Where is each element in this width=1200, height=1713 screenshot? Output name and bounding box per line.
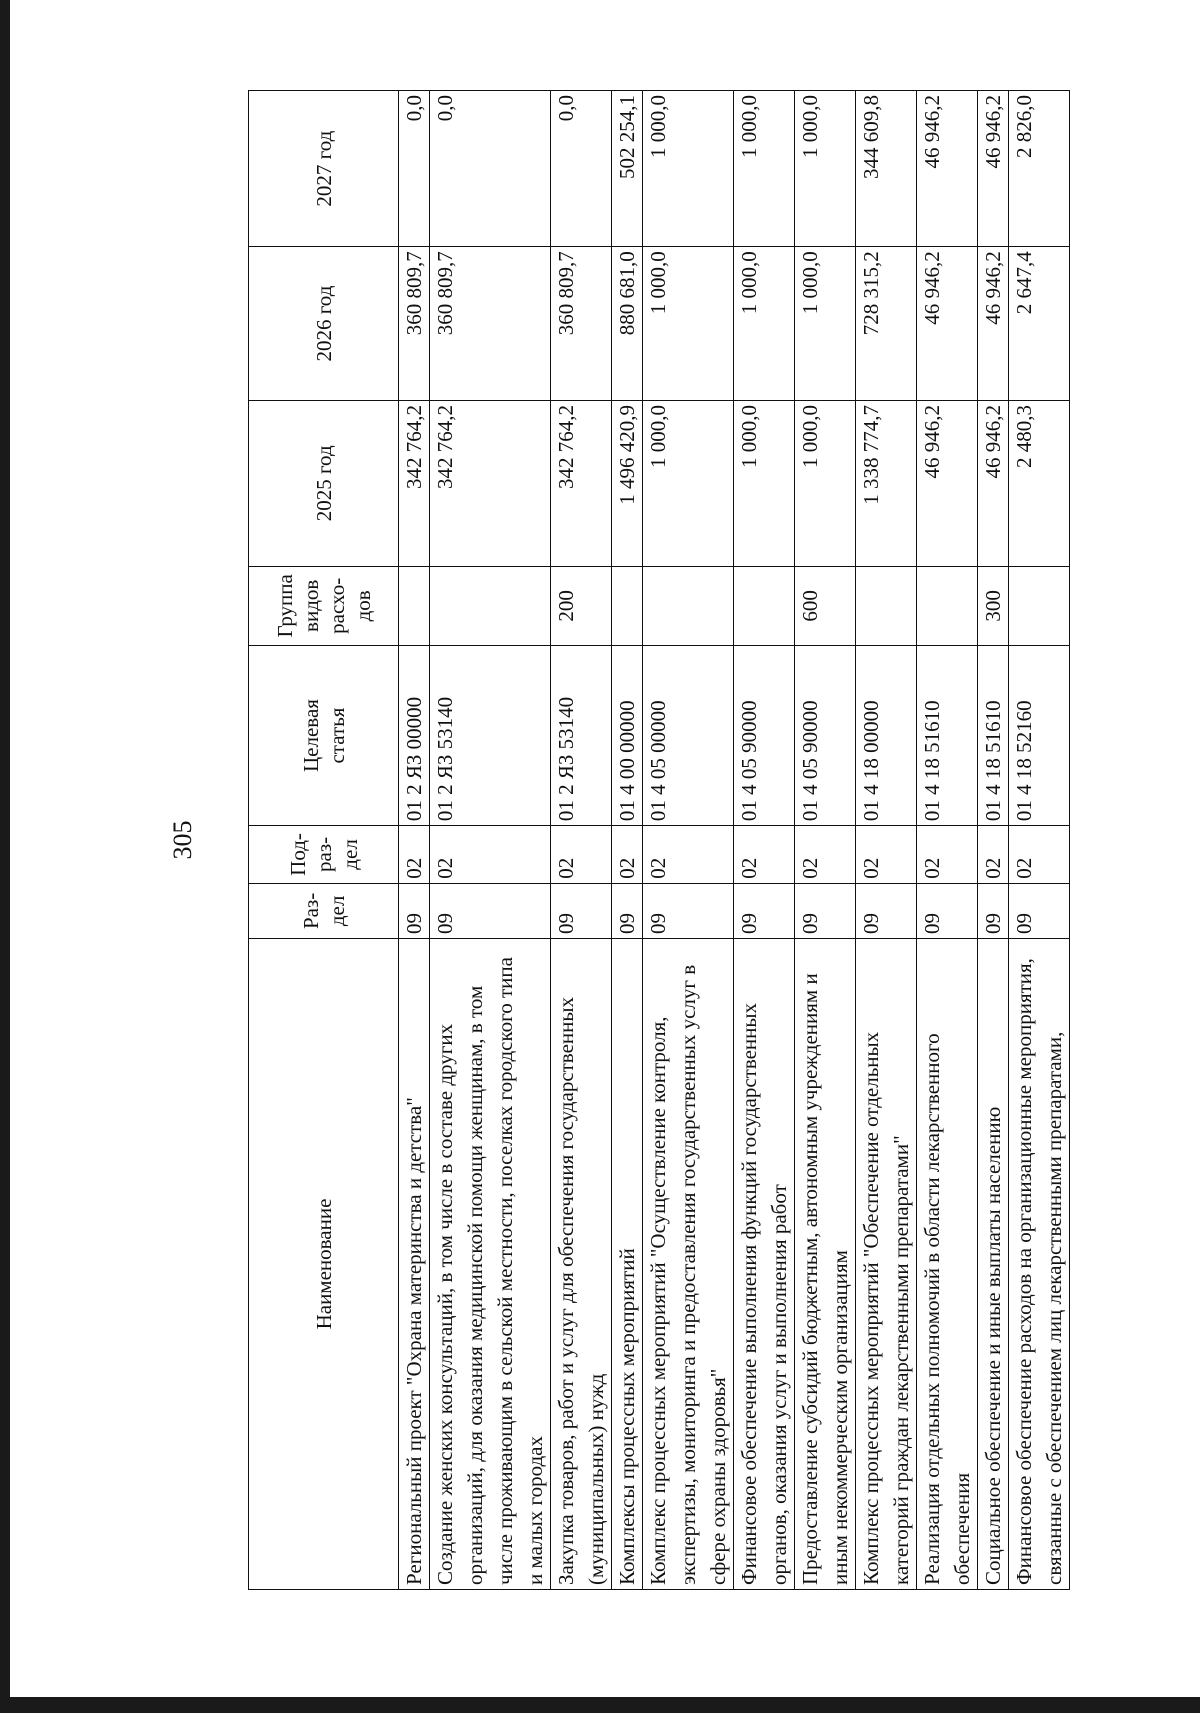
- row-2026: 360 809,7: [430, 247, 551, 401]
- header-section-text: Раз- дел: [298, 892, 349, 930]
- table-row: [978, 91, 1009, 1590]
- header-subsection: [249, 826, 399, 884]
- row-name: Финансовое обеспечение расходов на организационные мероприятия, связанные с обеспечением лиц лекарственными препаратами,: [1009, 939, 1070, 1590]
- row-group: 600: [795, 566, 856, 645]
- header-group: [249, 566, 399, 645]
- row-2027: 46 946,2: [978, 91, 1009, 247]
- header-group-text: Группа видов расхо- дов: [272, 574, 375, 638]
- budget-table: [248, 90, 1070, 1590]
- row-subsection: 02: [612, 826, 643, 884]
- rotated-page-content: [168, 90, 1168, 1590]
- row-subsection: 02: [734, 826, 795, 884]
- row-2026: 360 809,7: [551, 247, 612, 401]
- row-2027: 1 000,0: [795, 91, 856, 247]
- row-article: 01 4 18 52160: [1009, 645, 1070, 825]
- row-name: Комплекс процессных мероприятий "Осуществление контроля, экспертизы, мониторинга и предоставления государственных услуг в сфере охраны здоровья": [643, 939, 734, 1590]
- row-subsection: 02: [399, 826, 430, 884]
- row-section: 09: [978, 883, 1009, 938]
- page-number: 305: [168, 820, 197, 860]
- header-article: [249, 645, 399, 825]
- row-subsection: 02: [430, 826, 551, 884]
- row-article: 01 4 05 90000: [734, 645, 795, 825]
- row-section: 09: [612, 883, 643, 938]
- row-2026: 360 809,7: [399, 247, 430, 401]
- row-group: [1009, 566, 1070, 645]
- row-2027: 1 000,0: [643, 91, 734, 247]
- header-subsection-text: Под- раз- дел: [285, 833, 362, 876]
- row-2026: 1 000,0: [734, 247, 795, 401]
- row-name: Предоставление субсидий бюджетным, автономным учреждениям и иным некоммерческим организациям: [795, 939, 856, 1590]
- row-name: Создание женских консультаций, в том числе в составе других организаций, для оказания медицинской помощи женщинам, в том числе проживающим в сельской местности, поселках городского типа и малых городах: [430, 939, 551, 1590]
- row-article: 01 4 05 90000: [795, 645, 856, 825]
- header-2025: 2025 год: [249, 400, 399, 566]
- row-subsection: 02: [795, 826, 856, 884]
- table-row: [551, 91, 612, 1590]
- header-article-text: Целевая статья: [298, 699, 349, 772]
- table-row: [917, 91, 978, 1590]
- row-2025: 1 000,0: [643, 400, 734, 566]
- row-section: 09: [551, 883, 612, 938]
- table-row: [643, 91, 734, 1590]
- row-group: 300: [978, 566, 1009, 645]
- row-subsection: 02: [1009, 826, 1070, 884]
- row-2026: 1 000,0: [643, 247, 734, 401]
- header-name: Наименование: [249, 939, 399, 1590]
- row-2027: 46 946,2: [917, 91, 978, 247]
- row-section: 09: [1009, 883, 1070, 938]
- row-name: Реализация отдельных полномочий в области лекарственного обеспечения: [917, 939, 978, 1590]
- row-subsection: 02: [856, 826, 917, 884]
- header-2027: 2027 год: [249, 91, 399, 247]
- row-2025: 46 946,2: [978, 400, 1009, 566]
- row-2025: 1 496 420,9: [612, 400, 643, 566]
- row-group: [430, 566, 551, 645]
- header-2026: 2026 год: [249, 247, 399, 401]
- row-name: Социальное обеспечение и иные выплаты населению: [978, 939, 1009, 1590]
- row-name: Финансовое обеспечение выполнения функций государственных органов, оказания услуг и выполнения работ: [734, 939, 795, 1590]
- row-article: 01 2 ЯЗ 53140: [551, 645, 612, 825]
- table-row: [430, 91, 551, 1590]
- row-name: Региональный проект "Охрана материнства и детства": [399, 939, 430, 1590]
- row-2025: 1 338 774,7: [856, 400, 917, 566]
- row-2026: 728 315,2: [856, 247, 917, 401]
- row-section: 09: [734, 883, 795, 938]
- row-2027: 0,0: [551, 91, 612, 247]
- row-subsection: 02: [551, 826, 612, 884]
- header-section: [249, 883, 399, 938]
- table-row: [399, 91, 430, 1590]
- row-2026: 1 000,0: [795, 247, 856, 401]
- table-header-row: [249, 91, 399, 1590]
- row-2026: 46 946,2: [978, 247, 1009, 401]
- table-row: [795, 91, 856, 1590]
- row-2025: 1 000,0: [795, 400, 856, 566]
- row-name: Комплекс процессных мероприятий "Обеспечение отдельных категорий граждан лекарственными препаратами": [856, 939, 917, 1590]
- scan-border-left: [0, 0, 10, 1713]
- row-2025: 1 000,0: [734, 400, 795, 566]
- row-section: 09: [643, 883, 734, 938]
- row-name: Закупка товаров, работ и услуг для обеспечения государственных (муниципальных) нужд: [551, 939, 612, 1590]
- row-subsection: 02: [917, 826, 978, 884]
- row-section: 09: [399, 883, 430, 938]
- row-2026: 2 647,4: [1009, 247, 1070, 401]
- scan-border-bottom: [0, 1697, 1200, 1713]
- row-2027: 502 254,1: [612, 91, 643, 247]
- row-article: 01 2 ЯЗ 00000: [399, 645, 430, 825]
- row-section: 09: [856, 883, 917, 938]
- row-section: 09: [917, 883, 978, 938]
- row-2026: 880 681,0: [612, 247, 643, 401]
- row-2025: 46 946,2: [917, 400, 978, 566]
- row-article: 01 4 18 51610: [978, 645, 1009, 825]
- row-group: [399, 566, 430, 645]
- row-article: 01 4 05 00000: [643, 645, 734, 825]
- row-2026: 46 946,2: [917, 247, 978, 401]
- row-article: 01 4 00 00000: [612, 645, 643, 825]
- row-article: 01 4 18 51610: [917, 645, 978, 825]
- table-row: [612, 91, 643, 1590]
- row-group: [917, 566, 978, 645]
- table-row: [1009, 91, 1070, 1590]
- row-group: [643, 566, 734, 645]
- row-section: 09: [795, 883, 856, 938]
- row-2027: 2 826,0: [1009, 91, 1070, 247]
- table-row: [856, 91, 917, 1590]
- row-group: 200: [551, 566, 612, 645]
- row-group: [612, 566, 643, 645]
- row-subsection: 02: [643, 826, 734, 884]
- row-section: 09: [430, 883, 551, 938]
- row-2025: 342 764,2: [430, 400, 551, 566]
- row-2027: 344 609,8: [856, 91, 917, 247]
- row-2025: 2 480,3: [1009, 400, 1070, 566]
- row-article: 01 4 18 00000: [856, 645, 917, 825]
- row-2025: 342 764,2: [551, 400, 612, 566]
- row-2027: 1 000,0: [734, 91, 795, 247]
- row-article: 01 2 ЯЗ 53140: [430, 645, 551, 825]
- row-2027: 0,0: [430, 91, 551, 247]
- table-row: [734, 91, 795, 1590]
- row-group: [734, 566, 795, 645]
- row-2025: 342 764,2: [399, 400, 430, 566]
- row-name: Комплексы процессных мероприятий: [612, 939, 643, 1590]
- row-subsection: 02: [978, 826, 1009, 884]
- row-2027: 0,0: [399, 91, 430, 247]
- row-group: [856, 566, 917, 645]
